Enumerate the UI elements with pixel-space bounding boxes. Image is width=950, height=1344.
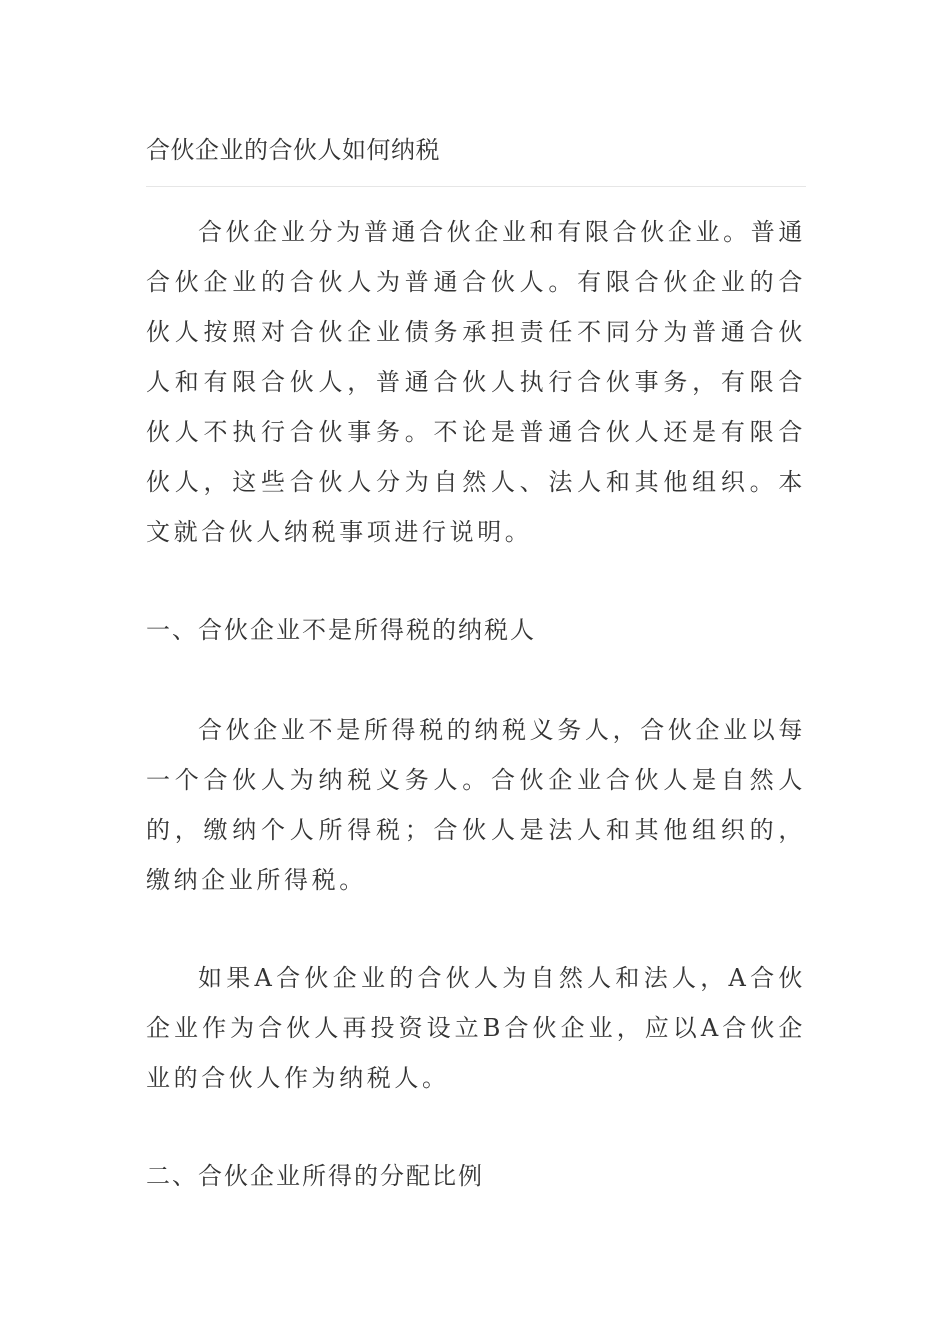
paragraph-example: 如果A合伙企业的合伙人为自然人和法人，A合伙企业作为合伙人再投资设立B合伙企业，应以A合伙企业的合伙人作为纳税人。 bbox=[146, 964, 806, 1092]
section-heading-1: 一、合伙企业不是所得税的纳税人 bbox=[146, 616, 536, 644]
paragraph-intro: 合伙企业分为普通合伙企业和有限合伙企业。普通合伙企业的合伙人为普通合伙人。有限合伙企业的合伙人按照对合伙企业债务承担责任不同分为普通合伙人和有限合伙人，普通合伙人执行合伙事务，有限合伙人不执行合伙事务。不论是普通合伙人还是有限合伙人，这些合伙人分为自然人、法人和其他组织。本文就合伙人纳税事项进行说明。 bbox=[146, 218, 806, 546]
title-divider bbox=[146, 186, 806, 187]
section-heading-2: 二、合伙企业所得的分配比例 bbox=[146, 1162, 484, 1190]
paragraph-taxpayer: 合伙企业不是所得税的纳税义务人，合伙企业以每一个合伙人为纳税义务人。合伙企业合伙人是自然人的，缴纳个人所得税；合伙人是法人和其他组织的，缴纳企业所得税。 bbox=[146, 716, 806, 894]
article-title: 合伙企业的合伙人如何纳税 bbox=[146, 136, 440, 164]
